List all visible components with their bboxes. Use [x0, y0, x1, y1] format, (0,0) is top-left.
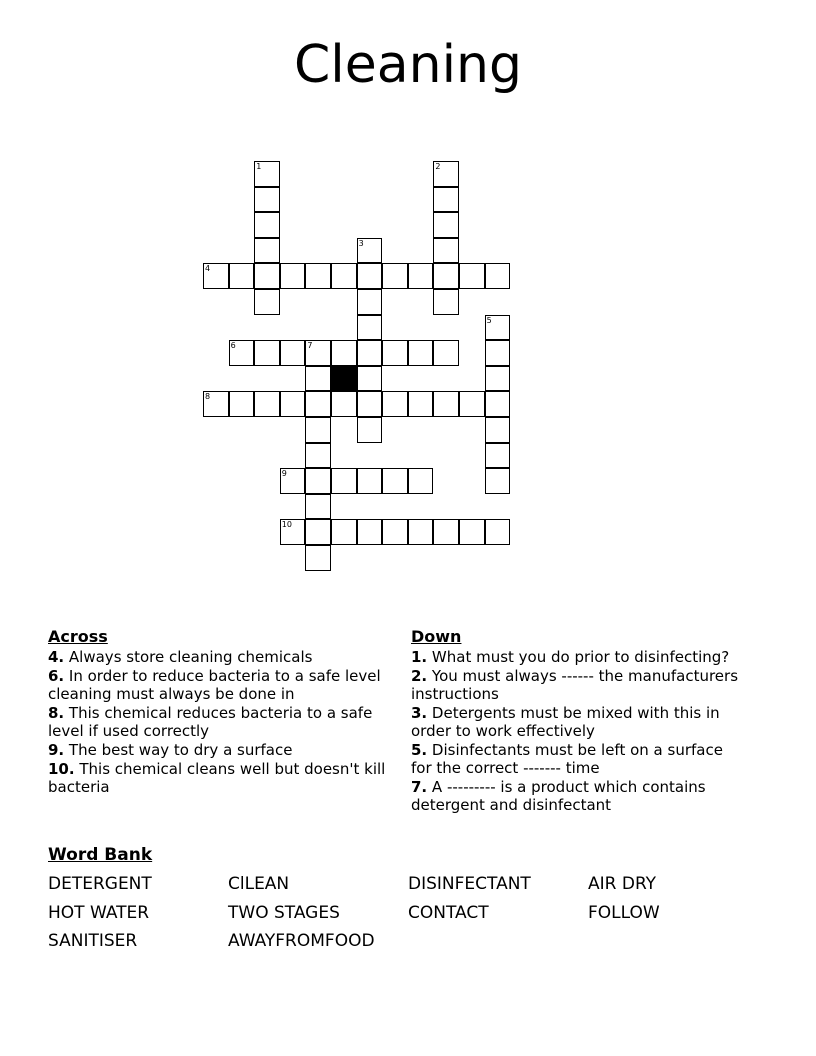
clue-across-6	[48, 667, 400, 703]
crossword-cell[interactable]	[433, 263, 459, 289]
cell-number: 1	[256, 162, 262, 171]
clue-number: 6.	[48, 667, 65, 685]
clue-number: 4.	[48, 648, 65, 666]
crossword-cell[interactable]	[357, 340, 383, 366]
cell-number: 5	[486, 315, 492, 325]
crossword-cell[interactable]	[382, 468, 408, 494]
crossword-black-cell	[331, 366, 357, 392]
crossword-cell[interactable]	[433, 519, 459, 545]
page-title: Cleaning	[294, 35, 522, 95]
crossword-cell[interactable]	[331, 340, 357, 366]
crossword-cell[interactable]	[305, 417, 331, 443]
crossword-cell[interactable]	[254, 340, 280, 366]
clue-number: 7.	[411, 778, 428, 796]
crossword-cell[interactable]	[357, 263, 383, 289]
clue-down-1	[411, 648, 741, 666]
crossword-cell[interactable]	[408, 519, 434, 545]
crossword-cell[interactable]	[305, 468, 331, 494]
crossword-cell[interactable]	[485, 417, 511, 443]
crossword-cell[interactable]	[433, 340, 459, 366]
down-clues	[411, 628, 741, 815]
cell-number: 8	[205, 392, 211, 402]
crossword-cell[interactable]	[485, 468, 511, 494]
clue-number: 10.	[48, 760, 75, 778]
crossword-cell[interactable]	[459, 519, 485, 545]
crossword-cell[interactable]	[280, 263, 306, 289]
clue-text: A --------- is a product which contains detergent and disinfectant	[411, 778, 706, 814]
cell-number: 3	[358, 238, 364, 248]
crossword-cell[interactable]	[229, 263, 255, 289]
word-bank-word: CONTACT	[408, 903, 489, 923]
crossword-cell[interactable]	[280, 391, 306, 417]
crossword-cell[interactable]	[254, 238, 280, 264]
crossword-cell[interactable]	[305, 494, 331, 520]
cell-number: 2	[435, 162, 441, 171]
across-clues	[48, 628, 400, 797]
clue-text: What must you do prior to disinfecting?	[431, 648, 730, 666]
crossword-cell[interactable]	[433, 212, 459, 238]
word-bank-word: DETERGENT	[48, 874, 152, 894]
crossword-cell[interactable]	[357, 519, 383, 545]
clue-text: In order to reduce bacteria to a safe level cleaning must always be done in	[48, 667, 381, 703]
crossword-cell[interactable]	[408, 340, 434, 366]
crossword-cell[interactable]	[254, 391, 280, 417]
crossword-cell[interactable]	[357, 391, 383, 417]
across-heading: Across	[48, 627, 108, 646]
word-bank-word: AWAYFROMFOOD	[228, 931, 375, 951]
crossword-cell[interactable]	[433, 238, 459, 264]
crossword-cell[interactable]	[408, 468, 434, 494]
crossword-cell[interactable]	[485, 366, 511, 392]
crossword-cell[interactable]	[254, 187, 280, 213]
clue-text: You must always ------ the manufacturers instructions	[411, 667, 739, 703]
crossword-cell[interactable]	[305, 443, 331, 469]
cell-number: 10	[281, 520, 292, 530]
word-bank-heading: Word Bank	[48, 845, 153, 865]
crossword-cell[interactable]	[254, 289, 280, 315]
clue-across-4	[48, 648, 400, 666]
clue-text: Always store cleaning chemicals	[68, 648, 313, 666]
crossword-cell[interactable]	[331, 263, 357, 289]
word-bank-word: DISINFECTANT	[408, 874, 531, 894]
crossword-cell[interactable]	[305, 545, 331, 571]
clue-down-7	[411, 778, 741, 814]
word-bank-word: FOLLOW	[588, 903, 660, 923]
crossword-cell[interactable]	[357, 366, 383, 392]
crossword-cell[interactable]	[408, 391, 434, 417]
cell-number: 9	[281, 469, 287, 479]
crossword-cell[interactable]	[357, 417, 383, 443]
crossword-cell[interactable]	[357, 315, 383, 341]
clue-number: 8.	[48, 704, 65, 722]
crossword-cell[interactable]	[408, 263, 434, 289]
crossword-cell[interactable]	[485, 391, 511, 417]
crossword-cell[interactable]	[229, 391, 255, 417]
clue-number: 3.	[411, 704, 428, 722]
crossword-cell[interactable]	[357, 468, 383, 494]
clue-number: 5.	[411, 741, 428, 759]
crossword-cell[interactable]	[331, 519, 357, 545]
clue-across-8	[48, 704, 400, 740]
crossword-cell[interactable]	[433, 391, 459, 417]
word-bank-word: TWO STAGES	[228, 903, 340, 923]
clue-number: 1.	[411, 648, 428, 666]
crossword-cell[interactable]	[485, 340, 511, 366]
crossword-cell[interactable]	[459, 391, 485, 417]
clue-text: This chemical cleans well but doesn't kill bacteria	[48, 760, 386, 796]
word-bank-word: AIR DRY	[588, 874, 657, 894]
word-bank-word: ClLEAN	[228, 874, 290, 894]
crossword-cell[interactable]	[305, 519, 331, 545]
clue-down-2	[411, 667, 741, 703]
crossword-cell[interactable]	[433, 289, 459, 315]
clue-across-9	[48, 741, 400, 759]
crossword-cell[interactable]	[331, 468, 357, 494]
clue-number: 2.	[411, 667, 428, 685]
crossword-cell[interactable]	[485, 263, 511, 289]
crossword-cell[interactable]	[254, 263, 280, 289]
crossword-cell[interactable]	[382, 263, 408, 289]
crossword-cell[interactable]	[305, 263, 331, 289]
clue-text: The best way to dry a surface	[68, 741, 293, 759]
clue-text: Disinfectants must be left on a surface for the correct ------- time	[411, 741, 723, 777]
clue-across-10	[48, 760, 400, 796]
crossword-cell[interactable]	[433, 187, 459, 213]
crossword-cell[interactable]	[485, 443, 511, 469]
clue-down-3	[411, 704, 741, 740]
crossword-cell[interactable]	[382, 340, 408, 366]
clue-text: This chemical reduces bacteria to a safe level if used correctly	[48, 704, 373, 740]
clue-number: 9.	[48, 741, 65, 759]
cell-number: 7	[307, 341, 313, 351]
down-heading: Down	[411, 627, 462, 646]
crossword-cell[interactable]	[485, 519, 511, 545]
crossword-cell[interactable]	[254, 212, 280, 238]
cell-number: 4	[205, 264, 211, 274]
crossword-cell[interactable]	[357, 289, 383, 315]
crossword-cell[interactable]	[305, 366, 331, 392]
crossword-cell[interactable]	[382, 391, 408, 417]
cell-number: 6	[230, 341, 236, 351]
crossword-cell[interactable]	[305, 391, 331, 417]
crossword-cell[interactable]	[280, 340, 306, 366]
word-bank-word: SANITISER	[48, 931, 138, 951]
crossword-cell[interactable]	[459, 263, 485, 289]
clue-text: Detergents must be mixed with this in order to work effectively	[411, 704, 720, 740]
word-bank-word: HOT WATER	[48, 903, 150, 923]
clue-down-5	[411, 741, 741, 777]
crossword-cell[interactable]	[331, 391, 357, 417]
crossword-cell[interactable]	[382, 519, 408, 545]
